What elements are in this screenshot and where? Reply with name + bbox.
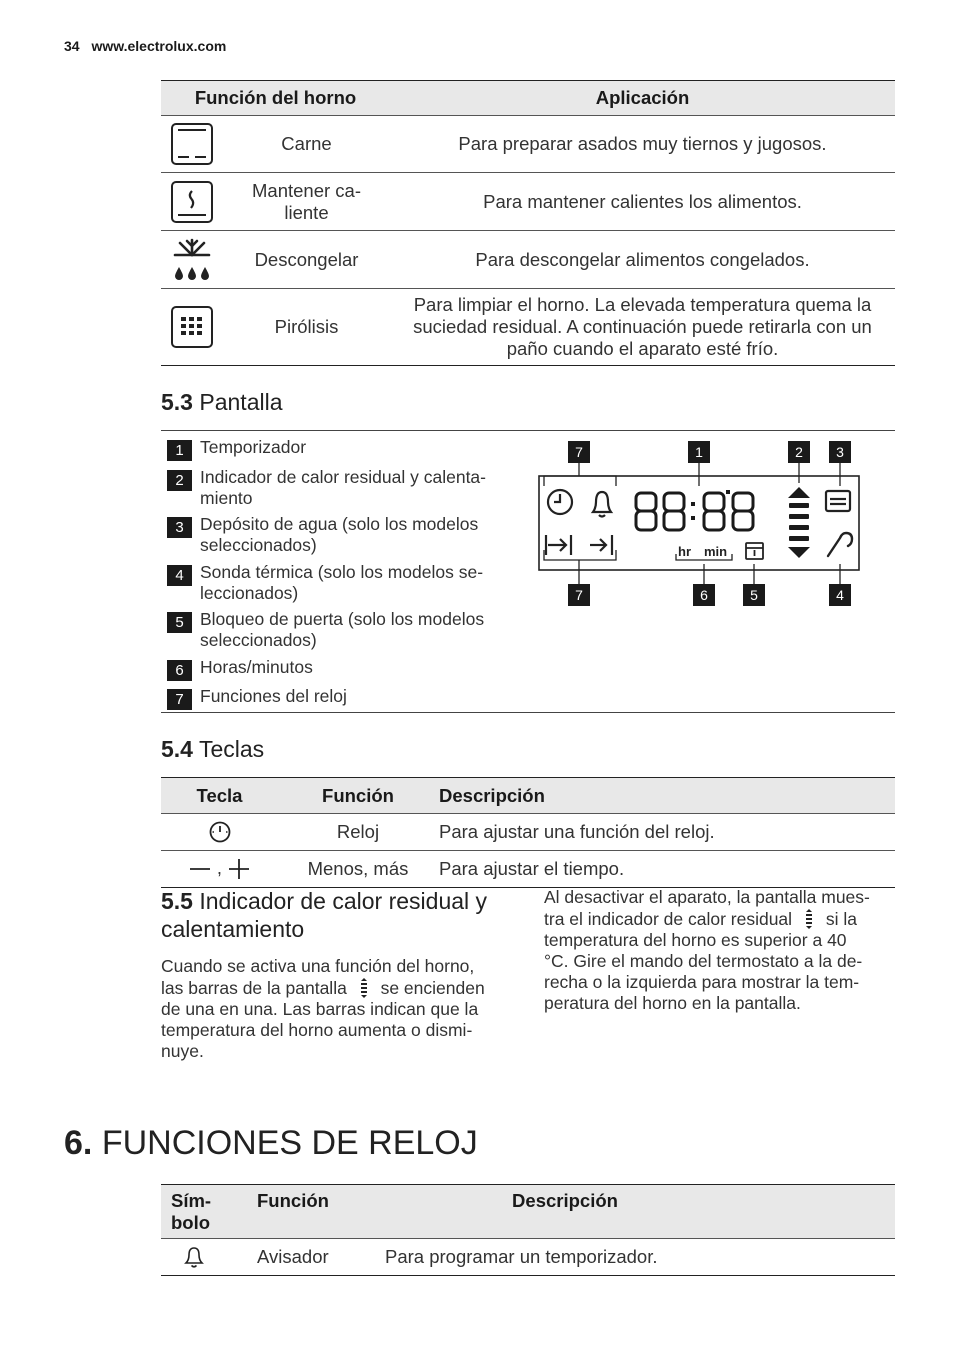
section-number: 5.5 bbox=[161, 888, 193, 914]
key-description: Para ajustar una función del reloj. bbox=[438, 814, 895, 851]
section-number: 5.3 bbox=[161, 389, 193, 415]
svg-text:5: 5 bbox=[750, 587, 758, 603]
divider bbox=[161, 712, 895, 713]
page-header bbox=[64, 38, 226, 54]
end-time-icon bbox=[590, 535, 612, 555]
section-5-5-left-text: Cuando se activa una función del horno, las barras de la pantalla se encienden de una en una. Las barras indican que la temperatura del horno aumenta o dismi- nuye. bbox=[161, 956, 485, 1061]
key-function: Menos, más bbox=[278, 851, 438, 888]
section-title: Indicador de calor residual y calentamiento bbox=[161, 888, 488, 942]
badge-1-top bbox=[688, 441, 710, 463]
section-heading-5-4 bbox=[161, 736, 264, 763]
clock-functions-table bbox=[161, 1184, 895, 1276]
table-row bbox=[161, 814, 895, 851]
table-row bbox=[161, 173, 895, 231]
function-name: Descongelar bbox=[223, 231, 390, 289]
carne-icon bbox=[161, 116, 223, 173]
legend-item: 3 Depósito de agua (solo los modelos seleccionados) bbox=[167, 514, 512, 556]
function-name: Carne bbox=[223, 116, 390, 173]
door-lock-icon bbox=[746, 543, 763, 559]
svg-text:7: 7 bbox=[575, 587, 583, 603]
svg-text:4: 4 bbox=[836, 587, 844, 603]
col-function-header: Función bbox=[256, 1185, 384, 1239]
chapter-title: FUNCIONES DE RELOJ bbox=[101, 1124, 478, 1162]
table-row bbox=[161, 289, 895, 366]
page-number: 34 bbox=[64, 38, 80, 54]
pyrolysis-icon bbox=[161, 289, 223, 366]
duration-icon bbox=[546, 535, 571, 555]
col-description-header: Descripción bbox=[438, 778, 895, 814]
divider bbox=[161, 430, 895, 431]
function-application: Para descongelar alimentos congelados. bbox=[390, 231, 895, 289]
svg-text:2: 2 bbox=[795, 444, 803, 460]
table-row bbox=[161, 231, 895, 289]
bell-icon bbox=[161, 1239, 256, 1276]
site-url: www.electrolux.com bbox=[91, 38, 227, 54]
key-description: Para ajustar el tiempo. bbox=[438, 851, 895, 888]
heat-indicator-icon bbox=[797, 908, 821, 930]
key-separator: , bbox=[216, 856, 223, 878]
clock-icon bbox=[161, 814, 278, 851]
section-heading-5-5 bbox=[161, 887, 531, 943]
function-application: Para mantener calientes los alimentos. bbox=[390, 173, 895, 231]
col-symbol-header: Sím- bolo bbox=[161, 1185, 256, 1239]
chapter-heading-6 bbox=[64, 1124, 478, 1163]
col-function-header: Función bbox=[278, 778, 438, 814]
heat-indicator-icon bbox=[352, 977, 376, 999]
badge-7-top bbox=[568, 441, 590, 463]
section-title: Teclas bbox=[198, 736, 265, 762]
key-function: Reloj bbox=[278, 814, 438, 851]
keys-table bbox=[161, 777, 895, 888]
display-diagram bbox=[530, 436, 870, 611]
function-application: Para preparar asados muy tiernos y jugosos. bbox=[390, 116, 895, 173]
section-number: 5.4 bbox=[161, 736, 193, 762]
badge-4-bottom bbox=[829, 584, 851, 606]
table-header-row bbox=[161, 1185, 895, 1239]
table-row bbox=[161, 116, 895, 173]
table-row bbox=[161, 1239, 895, 1276]
oven-functions-table bbox=[161, 80, 895, 366]
bell-icon bbox=[593, 492, 611, 517]
function-name: Pirólisis bbox=[223, 289, 390, 366]
col-application-header: Aplicación bbox=[390, 81, 895, 116]
legend-item: 4 Sonda térmica (solo los modelos se- leccionados) bbox=[167, 562, 512, 604]
legend-item: 5 Bloqueo de puerta (solo los modelos seleccionados) bbox=[167, 609, 512, 651]
digit-display bbox=[636, 493, 753, 530]
badge-2-top bbox=[788, 441, 810, 463]
section-5-5-right-text: Al desactivar el aparato, la pantalla mues- tra el indicador de calor residual si la temperatura del horno es superior a 40 °C. Gire el mando del termostato a la de- recha o la izquierda para mostrar la tem- peratura del horno en la pantalla. bbox=[544, 887, 870, 1013]
water-tank-icon bbox=[826, 491, 850, 511]
col-key-header: Tecla bbox=[161, 778, 278, 814]
section-title: Pantalla bbox=[199, 389, 283, 415]
minus-plus-icon bbox=[161, 851, 278, 888]
svg-text:3: 3 bbox=[836, 444, 844, 460]
section-heading-5-3 bbox=[161, 389, 283, 416]
min-label: min bbox=[704, 544, 728, 559]
display-legend bbox=[167, 437, 512, 716]
badge-5-bottom bbox=[743, 584, 765, 606]
table-header-row bbox=[161, 778, 895, 814]
meat-probe-icon bbox=[828, 533, 852, 556]
table-row bbox=[161, 851, 895, 888]
table-header-row bbox=[161, 81, 895, 116]
legend-item: 7 Funciones del reloj bbox=[167, 686, 512, 710]
function-name: Mantener ca- liente bbox=[223, 173, 390, 231]
chapter-number: 6. bbox=[64, 1124, 93, 1162]
display-frame bbox=[539, 476, 859, 570]
clock-function: Avisador bbox=[256, 1239, 384, 1276]
clock-description: Para programar un temporizador. bbox=[384, 1239, 895, 1276]
col-description-header: Descripción bbox=[384, 1185, 895, 1239]
badge-6-bottom bbox=[693, 584, 715, 606]
svg-text:7: 7 bbox=[575, 444, 583, 460]
badge-3-top bbox=[829, 441, 851, 463]
legend-item: 1 Temporizador bbox=[167, 437, 512, 461]
hr-label: hr bbox=[678, 544, 691, 559]
defrost-icon bbox=[161, 231, 223, 289]
badge-7-bottom bbox=[568, 584, 590, 606]
function-application: Para limpiar el horno. La elevada temperatura quema la suciedad residual. A continuación puede retirarla con un paño cuando el aparato esté frío. bbox=[390, 289, 895, 366]
svg-text:1: 1 bbox=[695, 444, 703, 460]
keep-warm-icon bbox=[161, 173, 223, 231]
timer-icon bbox=[548, 490, 572, 514]
svg-text:6: 6 bbox=[700, 587, 708, 603]
heat-indicator-icon bbox=[788, 487, 810, 558]
legend-item: 2 Indicador de calor residual y calenta- miento bbox=[167, 467, 512, 509]
legend-item: 6 Horas/minutos bbox=[167, 657, 512, 681]
col-function-header: Función del horno bbox=[161, 81, 390, 116]
